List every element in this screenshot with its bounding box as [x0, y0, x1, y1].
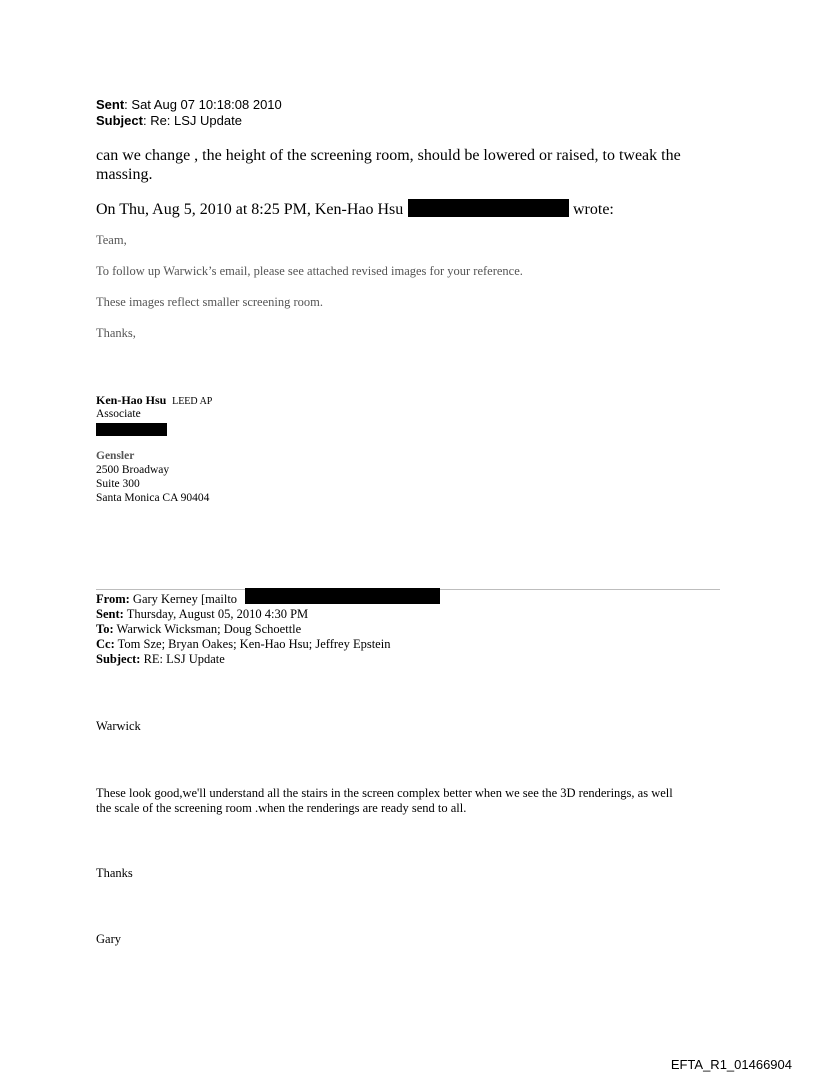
- fwd-body-line-1: These look good,we'll understand all the stairs in the screen complex better when we see the 3D renderings, as well: [96, 786, 673, 800]
- reply-line-2: massing.: [96, 166, 153, 183]
- quote-intro-suffix: wrote:: [573, 201, 614, 218]
- quote-intro-prefix: On Thu, Aug 5, 2010 at 8:25 PM, Ken-Hao Hsu: [96, 201, 404, 218]
- fwd-subject-line: [96, 652, 225, 667]
- sent-line: [96, 97, 282, 113]
- sent-label: Sent: [96, 97, 125, 112]
- sent-value: : Sat Aug 07 10:18:08 2010: [124, 97, 282, 112]
- redaction-phone: [96, 423, 167, 436]
- signature-address-1: 2500 Broadway: [96, 464, 170, 476]
- fwd-from-value: Gary Kerney [mailto: [132, 592, 238, 606]
- fwd-thanks: Thanks: [96, 866, 133, 880]
- redaction-email-1: [408, 199, 569, 217]
- document-id: EFTA_R1_01466904: [670, 1057, 792, 1072]
- signature-address-3: Santa Monica CA 90404: [96, 492, 210, 504]
- fwd-from-label: From:: [96, 592, 130, 606]
- fwd-cc-line: [96, 637, 390, 652]
- signature-address-2: Suite 300: [96, 478, 140, 490]
- fwd-subject-label: Subject:: [96, 652, 141, 666]
- signature-credential: LEED AP: [172, 396, 213, 407]
- fwd-from-line: [96, 592, 237, 607]
- fwd-signoff: Gary: [96, 932, 121, 946]
- quoted-line-1: To follow up Warwick’s email, please see attached revised images for your reference.: [96, 264, 523, 278]
- reply-line-1: can we change , the height of the screening room, should be lowered or raised, to tweak the: [96, 147, 681, 164]
- fwd-salutation: Warwick: [96, 719, 141, 733]
- quoted-closing: Thanks,: [96, 326, 136, 340]
- subject-label: Subject: [96, 113, 143, 128]
- quoted-greeting: Team,: [96, 233, 127, 247]
- fwd-to-line: [96, 622, 301, 637]
- fwd-to-value: Warwick Wicksman; Doug Schoettle: [116, 622, 302, 636]
- fwd-to-label: To:: [96, 622, 114, 636]
- quoted-line-2: These images reflect smaller screening room.: [96, 295, 323, 309]
- fwd-cc-label: Cc:: [96, 637, 115, 651]
- signature-title: Associate: [96, 408, 141, 420]
- fwd-sent-label: Sent:: [96, 607, 124, 621]
- subject-value: : Re: LSJ Update: [142, 113, 242, 128]
- subject-line: [96, 113, 242, 129]
- redaction-email-2: [245, 588, 440, 604]
- signature-company: Gensler: [96, 450, 135, 462]
- fwd-subject-value: RE: LSJ Update: [143, 652, 225, 666]
- fwd-cc-value: Tom Sze; Bryan Oakes; Ken-Hao Hsu; Jeffrey Epstein: [117, 637, 391, 651]
- signature-name: Ken-Hao Hsu: [96, 393, 167, 407]
- fwd-sent-value: Thursday, August 05, 2010 4:30 PM: [126, 607, 309, 621]
- fwd-body-line-2: the scale of the screening room .when the renderings are ready send to all.: [96, 801, 467, 815]
- fwd-sent-line: [96, 607, 308, 622]
